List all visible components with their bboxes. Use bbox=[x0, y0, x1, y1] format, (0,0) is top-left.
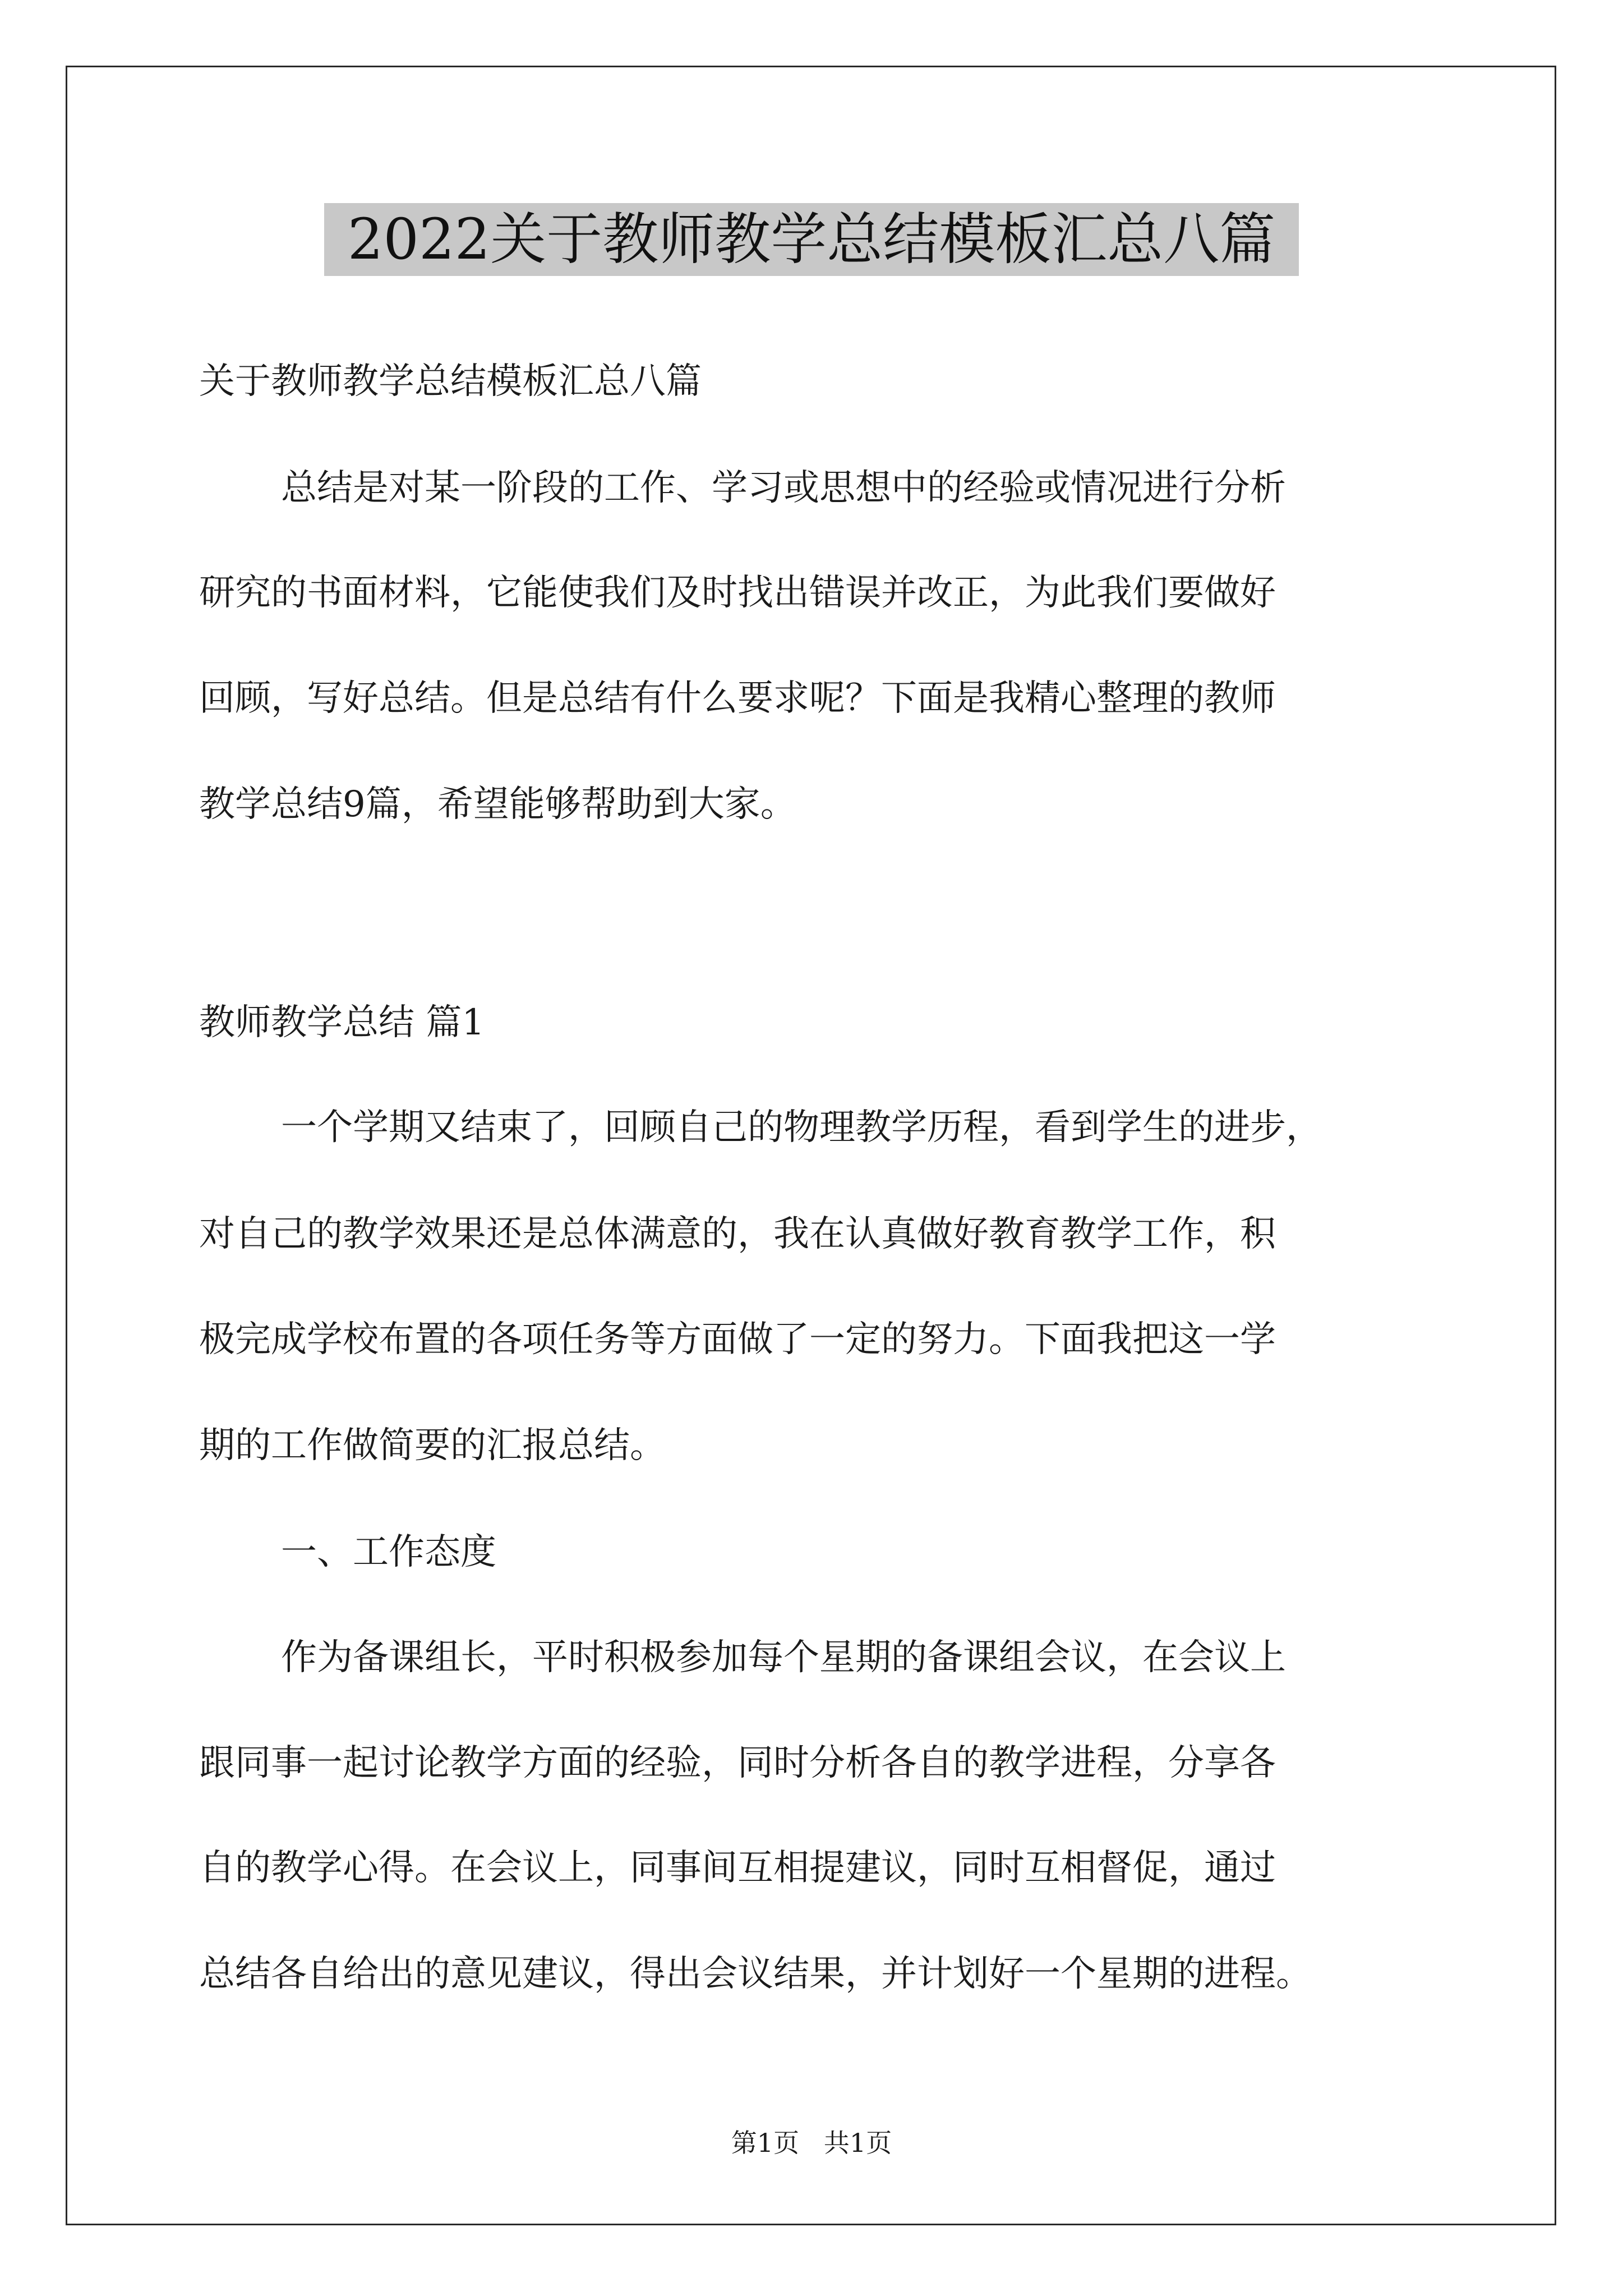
section-heading-1: 教师教学总结 篇1 bbox=[199, 1002, 485, 1043]
section-1-paragraph-1-line-4: 期的工作做简要的汇报总结。 bbox=[199, 1425, 666, 1466]
subtitle-line: 关于教师教学总结模板汇总八篇 bbox=[199, 361, 702, 402]
intro-paragraph-line-4: 教学总结9篇，希望能够帮助到大家。 bbox=[199, 784, 796, 825]
section-1-paragraph-1-line-1: 一个学期又结束了，回顾自己的物理教学历程，看到学生的进步， bbox=[281, 1107, 1322, 1148]
intro-paragraph-line-2: 研究的书面材料，它能使我们及时找出错误并改正，为此我们要做好 bbox=[199, 572, 1276, 614]
section-1-paragraph-2-line-4: 总结各自给出的意见建议，得出会议结果，并计划好一个星期的进程。 bbox=[199, 1953, 1312, 1995]
section-1-paragraph-2-line-3: 自的教学心得。在会议上，同事间互相提建议，同时互相督促，通过 bbox=[199, 1847, 1276, 1889]
intro-paragraph-line-1: 总结是对某一阶段的工作、学习或思想中的经验或情况进行分析 bbox=[281, 467, 1286, 509]
section-1-paragraph-1-line-2: 对自己的教学效果还是总体满意的，我在认真做好教育教学工作，积 bbox=[199, 1213, 1276, 1255]
intro-paragraph-line-3: 回顾，写好总结。但是总结有什么要求呢？下面是我精心整理的教师 bbox=[199, 678, 1276, 719]
page-number-footer: 第1页 共1页 bbox=[731, 2128, 892, 2158]
section-1-paragraph-2-line-1: 作为备课组长，平时积极参加每个星期的备课组会议，在会议上 bbox=[281, 1637, 1286, 1678]
section-1-paragraph-2-line-2: 跟同事一起讨论教学方面的经验，同时分析各自的教学进程，分享各 bbox=[199, 1742, 1276, 1784]
document-title: 2022关于教师教学总结模板汇总八篇 bbox=[324, 203, 1299, 276]
subheading-work-attitude: 一、工作态度 bbox=[281, 1531, 496, 1573]
section-1-paragraph-1-line-3: 极完成学校布置的各项任务等方面做了一定的努力。下面我把这一学 bbox=[199, 1319, 1276, 1360]
